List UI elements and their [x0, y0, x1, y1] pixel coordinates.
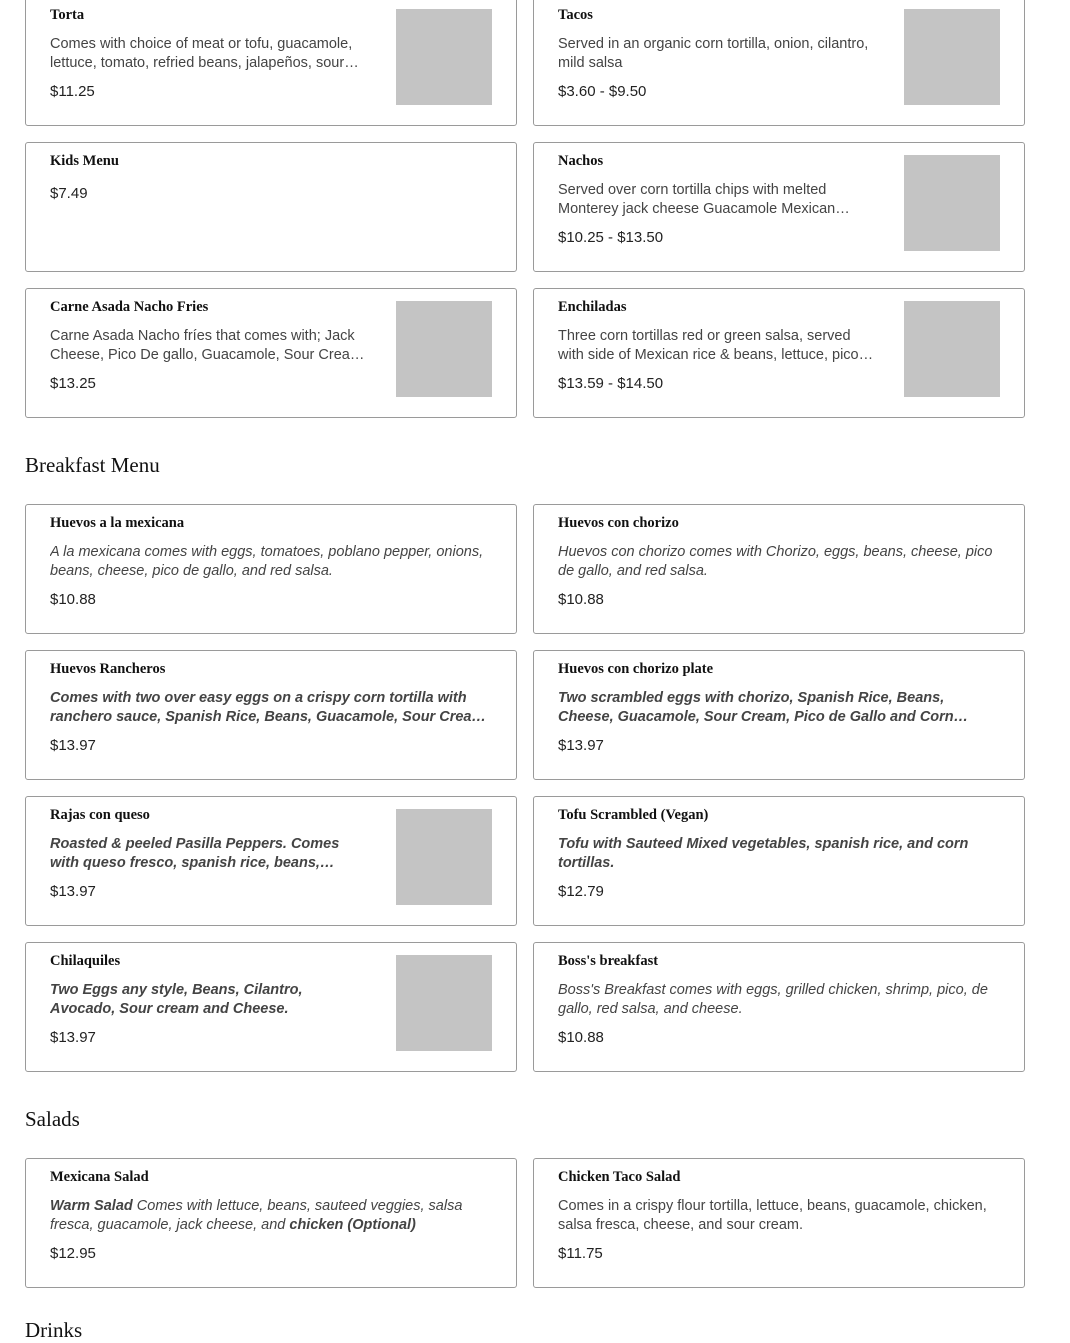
item-description: Comes with two over easy eggs on a crispy corn tortilla with ranchero sauce, Spanish Rice, Beans, Guacamole, Sour Cream, [50, 690, 489, 725]
item-image [904, 155, 1000, 251]
item-image [396, 301, 492, 397]
item-image [396, 955, 492, 1051]
menu-item-card[interactable] [25, 504, 517, 634]
menu-item-card[interactable] [533, 1158, 1025, 1288]
item-name: Huevos con chorizo [558, 515, 679, 531]
section-title-salads: Salads [25, 1107, 80, 1131]
menu-item-card[interactable] [25, 1158, 517, 1288]
item-description [50, 1197, 492, 1235]
item-price: $10.88 [558, 1029, 604, 1046]
item-name: Kids Menu [50, 153, 119, 169]
item-description-text: Comes with lettuce, beans, sauteed veggies, salsa fresca, guacamole, jack cheese, and [50, 1198, 463, 1233]
item-price: $13.97 [50, 883, 96, 900]
menu-item-card[interactable] [533, 650, 1025, 780]
item-price: $7.49 [50, 185, 88, 202]
item-price: $13.59 - $14.50 [558, 375, 664, 392]
item-description: Tofu with Sauteed Mixed vegetables, spanish rice, and corn tortillas. [558, 836, 969, 871]
item-price: $10.88 [558, 591, 604, 608]
item-name: Tacos [558, 7, 593, 23]
menu-item-card[interactable] [25, 650, 517, 780]
item-price: $3.60 - $9.50 [558, 83, 647, 100]
item-description: Comes with choice of meat or tofu, guacamole, lettuce, tomato, refried beans, jalapeños, sour [50, 36, 353, 71]
item-price: $11.75 [558, 1245, 603, 1262]
item-description: Carne Asada Nacho fríes that comes with; Jack Cheese, Pico De gallo, Guacamole, Sour Cream, [50, 328, 366, 363]
item-description: Three corn tortillas red or green salsa, served with side of Mexican rice & beans, lettuce, pico [558, 328, 859, 363]
item-description-emphasis: Warm Salad [50, 1198, 133, 1214]
menu-item-card[interactable] [25, 288, 517, 418]
section-title-breakfast: Breakfast Menu [25, 453, 160, 477]
menu-grid-breakfast [25, 504, 1025, 1072]
item-image [396, 9, 492, 105]
item-image [904, 9, 1000, 105]
item-description: Served in an organic corn tortilla, onion, cilantro, mild salsa [558, 36, 869, 71]
item-price: $13.97 [50, 1029, 96, 1046]
item-image [396, 809, 492, 905]
item-name: Rajas con queso [50, 807, 150, 823]
item-description: Roasted & peeled Pasilla Peppers. Comes with queso fresco, spanish rice, beans, [50, 836, 340, 871]
menu-item-card[interactable] [533, 0, 1025, 126]
item-name: Nachos [558, 153, 604, 169]
item-price: $10.88 [50, 591, 96, 608]
menu-item-card[interactable] [533, 796, 1025, 926]
item-image [904, 301, 1000, 397]
item-price: $13.97 [50, 737, 96, 754]
menu-item-card[interactable] [533, 942, 1025, 1072]
item-description-emphasis: chicken (Optional) [289, 1217, 416, 1233]
menu-grid-salads [25, 1158, 1025, 1288]
item-name: Tofu Scrambled (Vegan) [558, 807, 709, 823]
item-description: Comes in a crispy flour tortilla, lettuce, beans, guacamole, chicken, salsa fresca, cheese, and sour cream. [558, 1198, 987, 1233]
item-price: $11.25 [50, 83, 95, 100]
menu-item-card[interactable] [533, 142, 1025, 272]
item-description: A la mexicana comes with eggs, tomatoes, poblano pepper, onions, beans, cheese, pico de gallo, and red salsa. [50, 544, 484, 579]
item-price: $10.25 - $13.50 [558, 229, 664, 246]
item-description: Two Eggs any style, Beans, Cilantro, Avocado, Sour cream and Cheese. [50, 982, 303, 1017]
menu-grid-top [25, 0, 1025, 418]
menu-item-card[interactable] [25, 142, 517, 272]
item-description: Two scrambled eggs with chorizo, Spanish Rice, Beans, Cheese, Guacamole, Sour Cream, Pico de Gallo and Corn [558, 690, 954, 725]
menu-item-card[interactable] [25, 942, 517, 1072]
item-price: $13.25 [50, 375, 96, 392]
item-description: Served over corn tortilla chips with melted Monterey jack cheese Guacamole Mexican [558, 182, 836, 217]
menu-item-card[interactable] [533, 288, 1025, 418]
item-price: $13.97 [558, 737, 604, 754]
menu-item-card[interactable] [533, 504, 1025, 634]
menu-item-card[interactable] [25, 0, 517, 126]
item-name: Carne Asada Nacho Fries [50, 299, 209, 315]
item-price: $12.95 [50, 1245, 96, 1262]
item-name: Chilaquiles [50, 953, 121, 969]
item-name: Enchiladas [558, 299, 627, 315]
item-description: Boss's Breakfast comes with eggs, grilled chicken, shrimp, pico, de gallo, red salsa, and cheese. [558, 982, 988, 1017]
item-price: $12.79 [558, 883, 604, 900]
item-name: Huevos con chorizo plate [558, 661, 714, 677]
item-name: Huevos Rancheros [50, 661, 166, 677]
item-name: Boss's breakfast [558, 953, 659, 969]
menu-item-card[interactable] [25, 796, 517, 926]
item-name: Chicken Taco Salad [558, 1169, 681, 1185]
item-description: Huevos con chorizo comes with Chorizo, eggs, beans, cheese, pico de gallo, and red salsa. [558, 544, 993, 579]
item-name: Mexicana Salad [50, 1169, 149, 1185]
item-name: Torta [50, 7, 85, 23]
item-name: Huevos a la mexicana [50, 515, 185, 531]
section-title-drinks: Drinks [25, 1318, 83, 1342]
